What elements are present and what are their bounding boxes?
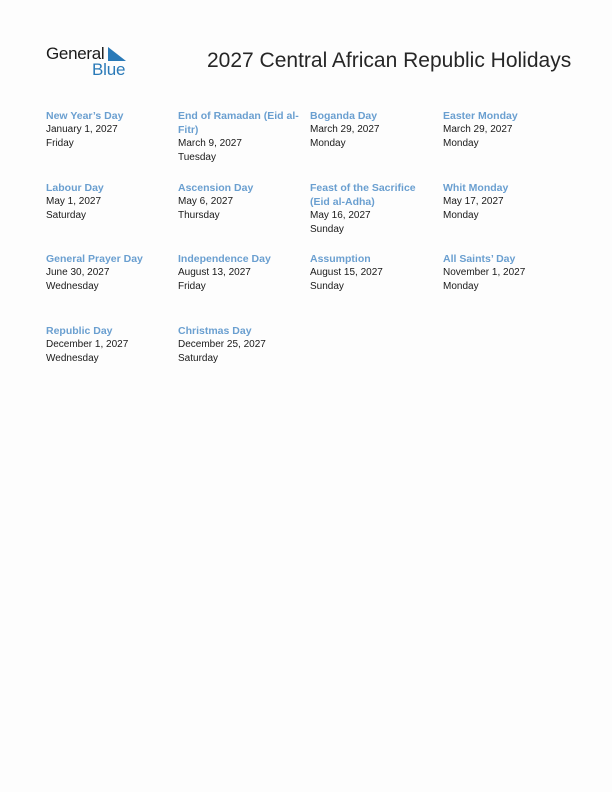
- holiday-item: [46, 109, 178, 181]
- holiday-name: Whit Monday: [443, 181, 509, 194]
- holiday-date: August 15, 2027: [310, 267, 383, 278]
- holiday-weekday: Monday: [443, 209, 479, 221]
- holiday-weekday: Thursday: [178, 209, 220, 221]
- holiday-weekday: Monday: [310, 138, 346, 149]
- holiday-weekday: Sunday: [310, 223, 344, 235]
- holiday-date: December 25, 2027: [178, 338, 266, 350]
- holiday-date: January 1, 2027: [46, 124, 118, 135]
- holiday-item: [443, 181, 575, 253]
- holiday-name: General Prayer Day: [46, 253, 143, 265]
- holiday-date: March 9, 2027: [178, 138, 242, 149]
- holiday-item: [178, 109, 310, 181]
- holiday-date: March 29, 2027: [443, 124, 513, 135]
- holiday-weekday: Sunday: [310, 281, 344, 292]
- holiday-weekday: Wednesday: [46, 281, 99, 292]
- holiday-date: May 16, 2027: [310, 209, 371, 221]
- holiday-name: End of Ramadan (Eid al-Fitr): [178, 110, 299, 136]
- holiday-weekday: Wednesday: [46, 352, 99, 364]
- holiday-date: March 29, 2027: [310, 124, 380, 135]
- logo-word-blue: Blue: [92, 60, 126, 79]
- logo-flag-icon: [108, 47, 126, 61]
- holiday-item: [443, 252, 575, 324]
- holiday-item: [310, 109, 443, 181]
- page-title: 2027 Central African Republic Holidays: [207, 49, 572, 72]
- generalblue-logo: [46, 44, 136, 80]
- holiday-name: Christmas Day: [178, 324, 252, 337]
- holiday-item: [178, 181, 310, 253]
- holiday-date: November 1, 2027: [443, 267, 526, 278]
- holiday-date: May 6, 2027: [178, 195, 234, 207]
- holiday-weekday: Monday: [443, 281, 479, 292]
- holiday-name: New Year’s Day: [46, 110, 124, 122]
- holiday-weekday: Monday: [443, 138, 479, 149]
- holiday-name: All Saints’ Day: [443, 253, 516, 265]
- holiday-date: June 30, 2027: [46, 267, 110, 278]
- holiday-name: Labour Day: [46, 181, 104, 194]
- holiday-weekday: Friday: [178, 281, 206, 292]
- holiday-item: [443, 109, 575, 181]
- holiday-weekday: Saturday: [46, 209, 87, 221]
- holiday-name: Independence Day: [178, 253, 271, 265]
- holiday-name: Republic Day: [46, 324, 113, 337]
- holiday-date: May 1, 2027: [46, 195, 102, 207]
- holiday-date: August 13, 2027: [178, 267, 251, 278]
- logo-word-general: General: [46, 44, 105, 63]
- holiday-name: Assumption: [310, 253, 371, 265]
- holiday-date: May 17, 2027: [443, 195, 504, 207]
- holiday-item: [46, 324, 178, 396]
- holiday-item: [46, 181, 178, 253]
- holiday-item: [178, 252, 310, 324]
- holiday-weekday: Saturday: [178, 352, 219, 364]
- holiday-item: [46, 252, 178, 324]
- holiday-weekday: Tuesday: [178, 152, 216, 163]
- holiday-item: [310, 252, 443, 324]
- holiday-name: Easter Monday: [443, 110, 518, 122]
- holiday-grid: [46, 109, 586, 395]
- holiday-weekday: Friday: [46, 138, 74, 149]
- holiday-name: Ascension Day: [178, 181, 254, 194]
- holiday-item: [178, 324, 310, 396]
- holiday-date: December 1, 2027: [46, 338, 129, 350]
- holiday-name: Feast of the Sacrifice (Eid al-Adha): [310, 181, 416, 208]
- holiday-item: [310, 181, 443, 253]
- holiday-name: Boganda Day: [310, 110, 378, 122]
